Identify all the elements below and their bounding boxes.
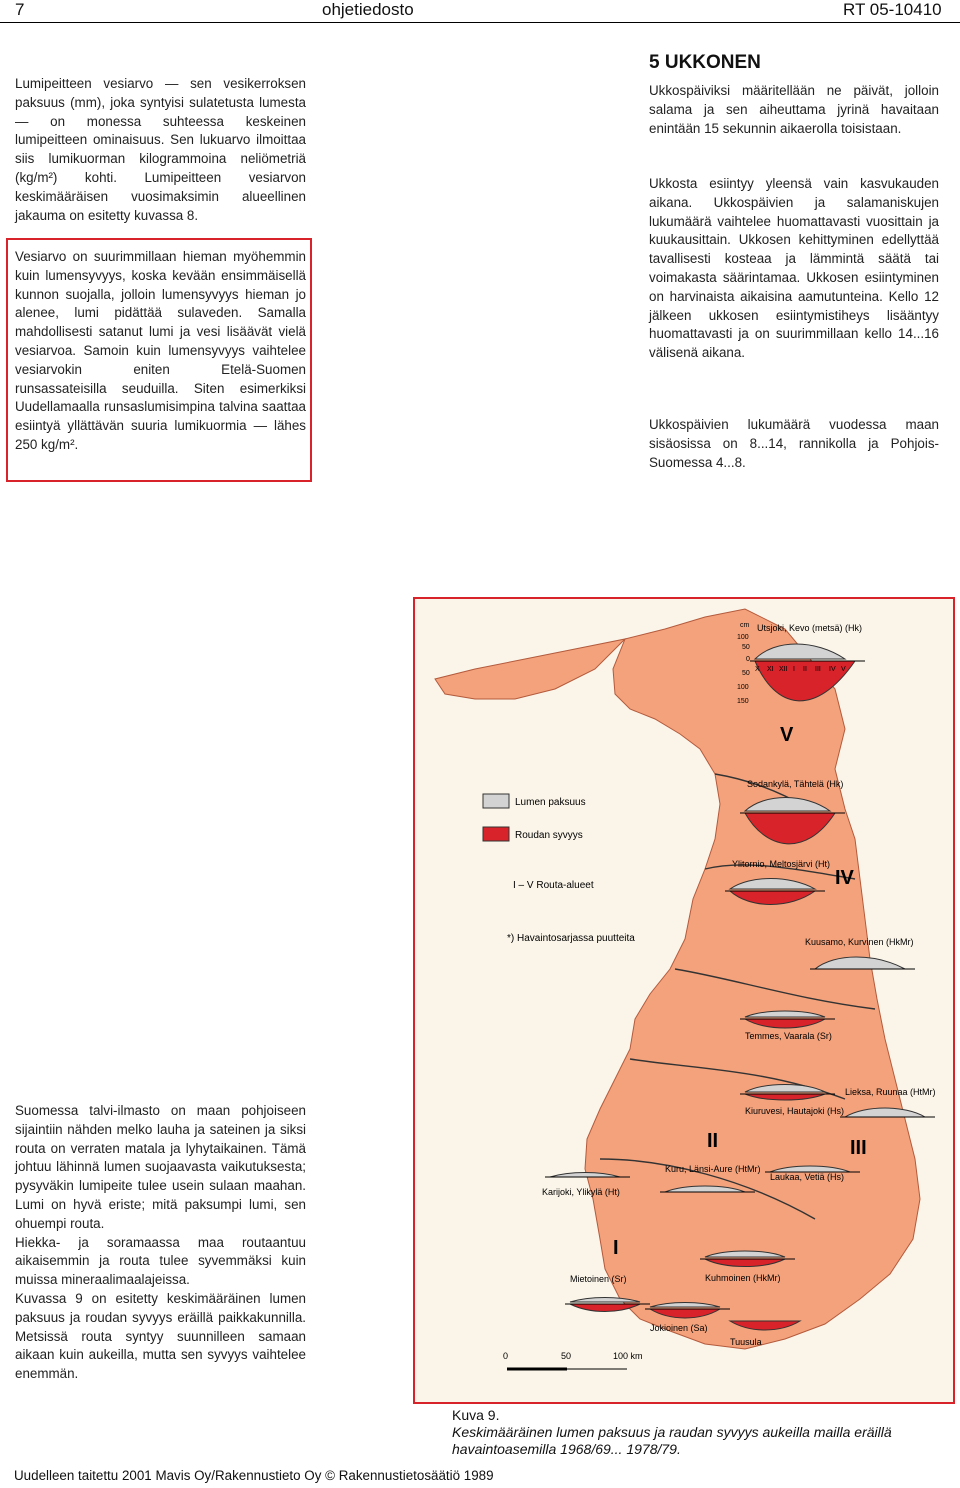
legend-swatch-snow bbox=[483, 794, 509, 808]
station-name: Kiuruvesi, Hautajoki (Hs) bbox=[745, 1106, 845, 1116]
svg-text:100: 100 bbox=[737, 634, 749, 641]
svg-text:0: 0 bbox=[746, 656, 750, 663]
page-footer: Uudelleen taitettu 2001 Mavis Oy/Rakennustieto Oy © Rakennustietosäätiö 1989 bbox=[14, 1468, 494, 1483]
finland-landmass bbox=[585, 609, 920, 1349]
figure-caption bbox=[452, 1407, 948, 1458]
svg-text:cm: cm bbox=[740, 622, 750, 629]
svg-text:XI: XI bbox=[767, 666, 774, 673]
station-name: Ylitornio, Meltosjärvi (Ht) bbox=[732, 859, 831, 869]
station-name: Tuusula bbox=[730, 1337, 762, 1347]
zone-label-iv: IV bbox=[835, 867, 854, 889]
svg-text:III: III bbox=[815, 666, 821, 673]
legend-label-frost: Roudan syvyys bbox=[515, 830, 583, 841]
zone-label-v: V bbox=[780, 724, 794, 746]
station-name: Lieksa, Ruunaa (HtMr) bbox=[845, 1087, 936, 1097]
svg-text:V: V bbox=[841, 666, 846, 673]
zone-label-ii: II bbox=[707, 1130, 719, 1152]
page-header bbox=[0, 0, 960, 23]
map-figure bbox=[413, 597, 955, 1404]
figure-caption-text: Keskimääräinen lumen paksuus ja raudan syvyys aukeilla mailla eräillä havaintoasemilla 1968/69... 1978/79. bbox=[452, 1424, 892, 1457]
station-name: Utsjoki, Kevo (metsä) (Hk) bbox=[757, 623, 863, 633]
finland-frost-map bbox=[415, 599, 953, 1402]
legend-note: *) Havaintosarjassa puutteita bbox=[507, 933, 635, 944]
station-name: Jokioinen (Sa) bbox=[650, 1323, 708, 1333]
svg-text:100: 100 bbox=[737, 684, 749, 691]
right-paragraph-2: Ukkosta esiintyy yleensä vain kasvukauden aikana. Ukkospäivien ja salamaniskujen lukumäärä vaihtelee huomattavasti vuosittain ja kuukausittain. Ukkosen kehittyminen edellyttää tavallisesti kosteaa ja lämmintä säätä tai voimakasta säärintamaa. Ukkosen esiintyminen on harvinaista aikaisina aamutunteina. Kello 12 jälkeen ukkosen esiintymistiheys lisääntyy huomattavasti ja on suurimmillaan kello 14...16 välisenä aikana. bbox=[649, 176, 939, 361]
legend-swatch-frost bbox=[483, 827, 509, 841]
legend-label-zones: I – V Routa-alueet bbox=[513, 880, 594, 891]
station-name: Temmes, Vaarala (Sr) bbox=[745, 1031, 832, 1041]
zone-label-iii: III bbox=[850, 1137, 867, 1159]
svg-text:X: X bbox=[755, 666, 760, 673]
station-name: Sodankylä, Tähtelä (Hk) bbox=[747, 779, 844, 789]
svg-text:IV: IV bbox=[829, 666, 836, 673]
svg-text:II: II bbox=[803, 666, 807, 673]
svg-text:0: 0 bbox=[503, 1351, 509, 1361]
left-paragraph-3 bbox=[15, 1102, 306, 1384]
legend-label-snow: Lumen paksuus bbox=[515, 797, 586, 808]
svg-text:50: 50 bbox=[742, 644, 750, 651]
map-legend bbox=[483, 794, 635, 944]
svg-text:100 km: 100 km bbox=[613, 1351, 643, 1361]
svg-text:XII: XII bbox=[779, 666, 788, 673]
left-paragraph-1: Lumipeitteen vesiarvo — sen vesikerroksen paksuus (mm), joka syntyisi sulatetusta lumesta — on monessa suhteessa keskeinen lumipeitteen ominaisuus. Sen lukuarvo ilmoittaa siis lumikuorman kilogrammoina neliömetriä (kg/m²) kohti. Lumipeitteen vesiarvon keskimääräisen vuosimaksimin alueellinen jakauma on esitetty kuvassa 8. bbox=[15, 76, 306, 223]
frost-paragraph-a: Suomessa talvi-ilmasto on maan pohjoiseen sijaintiin nähden melko lauha ja sateinen ja siksi routa on verraten matala ja lyhytaikainen. Tämä johtuu lähinnä lumen suojaavasta vaikutuksesta; pysyväkin lumipeite tulee usein sulaan maahan. Lumi on hyvä eriste; mitä paksumpi lumi, sen ohuempi routa. bbox=[15, 1103, 306, 1231]
frost-paragraph-c: Kuvassa 9 on esitetty keskimääräinen lumen paksuus ja roudan syvyys eräillä paikkakunnilla. Metsissä routa syntyy suunnilleen samaan aikaan kuin aukeilla, mutta sen syvyys vaihtelee enemmän. bbox=[15, 1290, 306, 1382]
right-paragraph-1: Ukkospäiviksi määritellään ne päivät, jolloin salama ja sen aiheuttama jyrinä havaitaan enintään 15 sekunnin aikaerolla toisistaan. bbox=[649, 83, 939, 136]
svg-text:150: 150 bbox=[737, 698, 749, 705]
frost-paragraph-b: Hiekka- ja soramaassa maa routaantuu aikaisemmin ja routa tulee syvemmäksi kuin muissa mineraalimaalajeissa. bbox=[15, 1234, 306, 1288]
svg-text:I: I bbox=[793, 666, 795, 673]
left-paragraph-2: Vesiarvo on suurimmillaan hieman myöhemmin kuin lumensyvyys, koska kevään ensimmäisellä kunnon suojalla, jolloin lumensyvyys hieman jo alenee, lumi pidättää sulaveden. Samalla mahdollisesti satanut lumi ja vesi lisäävät vielä vesiarvoa. Samoin kuin lumensyvyys vaihtelee vesiarvokin eniten Etelä-Suomen runsassateisilla seuduilla. Siten esimerkiksi Uudellamaalla runsaslumisimpina talvina saattaa esiintyä yllättävän suuria lumikuormia — lähes 250 kg/m². bbox=[15, 249, 306, 452]
svg-text:50: 50 bbox=[561, 1351, 572, 1361]
zone-label-i: I bbox=[613, 1237, 619, 1259]
station-name: Kuru, Länsi-Aure (HtMr) bbox=[665, 1164, 761, 1174]
section-heading: 5 UKKONEN bbox=[649, 52, 761, 73]
frost-profile bbox=[570, 1304, 640, 1312]
figure-label: Kuva 9. bbox=[452, 1407, 500, 1423]
station-name: Kuusamo, Kurvinen (HkMr) bbox=[805, 937, 914, 947]
document-title: ohjetiedosto bbox=[322, 0, 414, 19]
page-number: 7 bbox=[15, 0, 25, 19]
station-name: Kuhmoinen (HkMr) bbox=[705, 1273, 781, 1283]
station-name: Laukaa, Vetiä (Hs) bbox=[770, 1172, 845, 1182]
station-name: Mietoinen (Sr) bbox=[570, 1274, 627, 1284]
scale-bar bbox=[503, 1351, 643, 1369]
right-paragraph-3: Ukkospäivien lukumäärä vuodessa maan sisäosissa on 8...14, rannikolla ja Pohjois-Suomessa 4...8. bbox=[649, 417, 939, 470]
western-lapland bbox=[435, 639, 625, 699]
svg-text:50: 50 bbox=[742, 670, 750, 677]
station-name: Karijoki, Ylikylä (Ht) bbox=[542, 1187, 620, 1197]
document-code: RT 05-10410 bbox=[843, 0, 942, 19]
